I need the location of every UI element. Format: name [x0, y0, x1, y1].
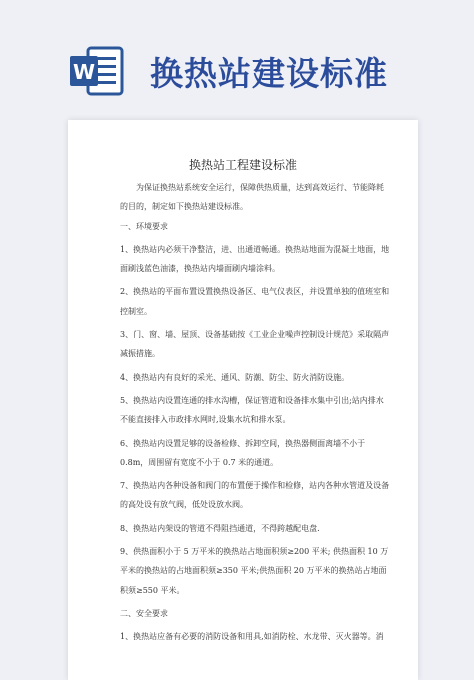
paragraph: 6、换热站内设置足够的设备检修、拆卸空间，换热器侧面离墙不小于 0.8m，周围留有宽度不小于 0.7 米的通道。: [120, 438, 366, 467]
paragraph: 8、换热站内架设的管道不得阻挡通道，不得跨越配电盘.: [120, 523, 320, 533]
intro-paragraph: 为保证换热站系统安全运行，保障供热质量，达到高效运行、节能降耗的目的，制定如下换热站建设标准。: [120, 183, 384, 212]
paragraph: 4、换热站内有良好的采光、通风、防潮、防尘、防火消防设施。: [120, 372, 350, 382]
paragraph: 1、换热站内必须干净整洁，进、出通道畅通。换热站地面为混凝土地面，地面刷浅蓝色油漆，换热站内墙面刷内墙涂料。: [120, 244, 390, 274]
section-heading: 二、安全要求: [120, 608, 168, 618]
page-title: 换热站建设标准: [150, 54, 388, 93]
page-header: [0, 0, 474, 118]
paragraph: 3、门、窗、墙、屋顶、设备基础按《工业企业噪声控制设计规范》采取隔声减振措施。: [120, 330, 390, 359]
word-document-icon: [66, 40, 126, 100]
paragraph: 9、供热面积小于 5 万平米的换热站占地面积须≥200 平米; 供热面积 10 万平米的换热站的占地面积须≥350 平米;供热面积 20 万平米的换热站占地面积须≥550 平米。: [120, 547, 389, 595]
paragraph: 7、换热站内各种设备和阀门的布置便于操作和检修，站内各种水管道及设备的高处设有放气阀，低处设放水阀。: [120, 481, 390, 510]
document-body: [120, 178, 390, 647]
svg-text:W: W: [72, 60, 96, 84]
document-page: [68, 120, 418, 680]
paragraph: 2、换热站的平面布置设置换热设备区、电气仪表区，并设置单独的值班室和控制室。: [120, 287, 390, 316]
paragraph: 5、换热站内设置连通的排水沟槽，保证管道和设备排水集中引出;站内排水不能直接排入市政排水网时,设集水坑和排水泵。: [120, 395, 384, 425]
document-title: 换热站工程建设标准: [188, 158, 297, 172]
section-heading: 一、环境要求: [120, 221, 168, 231]
paragraph: 1、换热站应备有必要的消防设备和用具,如消防栓、水龙带、灭火器等。消: [120, 632, 384, 642]
